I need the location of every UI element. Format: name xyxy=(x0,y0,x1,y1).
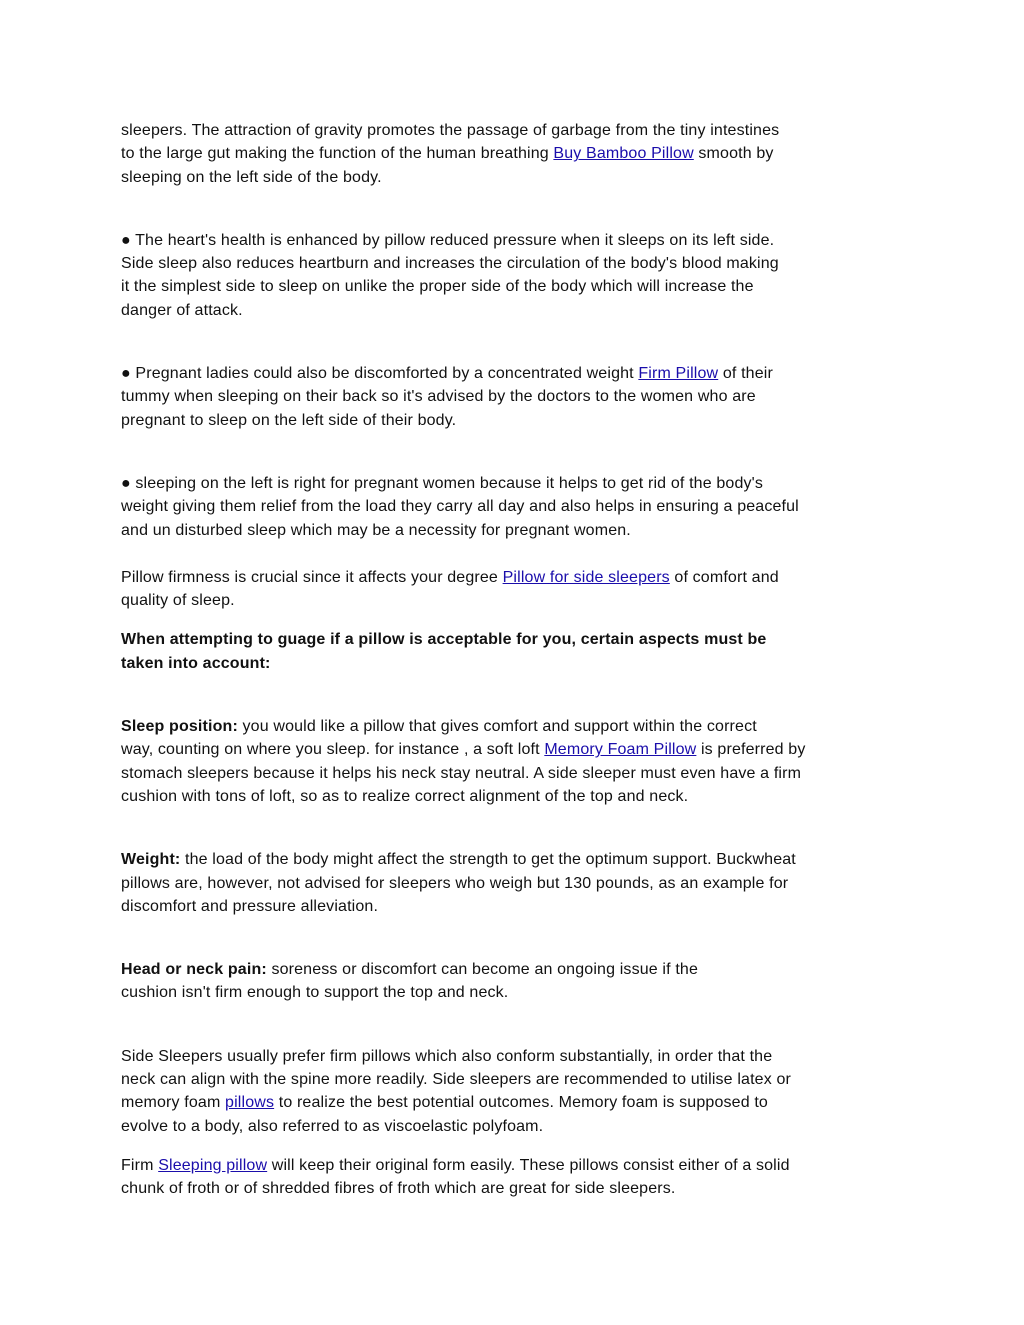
paragraph-pregnant-ladies xyxy=(121,362,911,432)
text-line: evolve to a body, also referred to as viscoelastic polyfoam. xyxy=(121,1117,544,1135)
text-line: and un disturbed sleep which may be a necessity for pregnant women. xyxy=(121,521,631,539)
text-run: memory foam xyxy=(121,1094,226,1112)
text-line: danger of attack. xyxy=(121,301,243,319)
bold-heading-line: When attempting to guage if a pillow is acceptable for you, certain aspects must be xyxy=(121,631,767,649)
text-line xyxy=(121,1154,911,1177)
text-line: pregnant to sleep on the left side of their body. xyxy=(121,411,457,429)
text-run: way, counting on where you sleep. for instance , a soft loft xyxy=(121,741,545,759)
text-line xyxy=(121,958,911,981)
paragraph-bamboo xyxy=(121,119,911,189)
text-line xyxy=(121,566,911,589)
pillows-link[interactable]: pillows xyxy=(225,1094,275,1112)
paragraph-weight xyxy=(121,848,911,918)
text-run: soreness or discomfort can become an ongoing issue if the xyxy=(266,961,699,979)
text-line: discomfort and pressure alleviation. xyxy=(121,897,379,915)
text-run: to realize the best potential outcomes. Memory foam is supposed to xyxy=(274,1094,768,1112)
sleeping-pillow-link[interactable]: Sleeping pillow xyxy=(158,1156,268,1174)
text-run: will keep their original form easily. These pillows consist either of a solid xyxy=(267,1156,790,1174)
text-run: you would like a pillow that gives comfort and support within the correct xyxy=(237,718,757,736)
text-line: sleeping on the left side of the body. xyxy=(121,168,382,186)
buy-bamboo-pillow-link[interactable]: Buy Bamboo Pillow xyxy=(553,145,694,163)
text-line: ● sleeping on the left is right for pregnant women because it helps to get rid of the body's xyxy=(121,474,764,492)
text-line: pillows are, however, not advised for sleepers who weigh but 130 pounds, as an example for xyxy=(121,874,789,892)
weight-label: Weight: xyxy=(121,851,181,869)
paragraph-pillow-firmness xyxy=(121,566,911,613)
paragraph-left-side-sleep xyxy=(121,472,911,542)
text-line: stomach sleepers because it helps his neck stay neutral. A side sleeper must even have a firm xyxy=(121,764,802,782)
text-line xyxy=(121,1091,911,1114)
text-line xyxy=(121,715,911,738)
text-line: quality of sleep. xyxy=(121,592,235,610)
paragraph-sleep-position xyxy=(121,715,911,808)
text-run: is preferred by xyxy=(696,741,806,759)
pillow-for-side-sleepers-link[interactable]: Pillow for side sleepers xyxy=(502,568,670,586)
head-neck-pain-label: Head or neck pain: xyxy=(121,961,267,979)
text-run: ● Pregnant ladies could also be discomforted by a concentrated weight xyxy=(121,365,639,383)
text-run: smooth by xyxy=(693,145,774,163)
paragraph-head-neck-pain xyxy=(121,958,911,1005)
text-line xyxy=(121,142,911,165)
text-line: tummy when sleeping on their back so it's advised by the doctors to the women who are xyxy=(121,388,756,406)
memory-foam-pillow-link[interactable]: Memory Foam Pillow xyxy=(544,741,697,759)
sleep-position-label: Sleep position: xyxy=(121,718,238,736)
bold-heading-line: taken into account: xyxy=(121,654,271,672)
text-run: Pillow firmness is crucial since it affects your degree xyxy=(121,568,503,586)
text-line: weight giving them relief from the load they carry all day and also helps in ensuring a peaceful xyxy=(121,498,799,516)
text-run: the load of the body might affect the strength to get the optimum support. Buckwheat xyxy=(180,851,796,869)
paragraph-heart-health xyxy=(121,229,911,322)
text-run: of their xyxy=(718,365,773,383)
text-line: ● The heart's health is enhanced by pillow reduced pressure when it sleeps on its left side. xyxy=(121,231,775,249)
text-line xyxy=(121,738,911,761)
text-line: cushion with tons of loft, so as to realize correct alignment of the top and neck. xyxy=(121,787,689,805)
text-run: of comfort and xyxy=(669,568,779,586)
text-line: Side sleep also reduces heartburn and increases the circulation of the body's blood making xyxy=(121,255,779,273)
firm-pillow-link[interactable]: Firm Pillow xyxy=(638,365,719,383)
text-line: Side Sleepers usually prefer firm pillows which also conform substantially, in order that the xyxy=(121,1047,773,1065)
text-line xyxy=(121,362,911,385)
paragraph-side-sleepers xyxy=(121,1045,911,1138)
text-run: Firm xyxy=(121,1156,159,1174)
text-line: sleepers. The attraction of gravity promotes the passage of garbage from the tiny intestines xyxy=(121,122,780,139)
text-line: chunk of froth or of shredded fibres of froth which are great for side sleepers. xyxy=(121,1180,676,1198)
document-page xyxy=(121,119,911,1201)
text-line: cushion isn't firm enough to support the top and neck. xyxy=(121,984,509,1002)
text-line: neck can align with the spine more readily. Side sleepers are recommended to utilise latex or xyxy=(121,1071,791,1089)
text-line xyxy=(121,848,911,871)
paragraph-aspects-heading xyxy=(121,628,911,675)
text-line: it the simplest side to sleep on unlike the proper side of the body which will increase the xyxy=(121,278,754,296)
paragraph-firm-sleeping-pillow xyxy=(121,1154,911,1201)
text-run: to the large gut making the function of the human breathing xyxy=(121,145,554,163)
